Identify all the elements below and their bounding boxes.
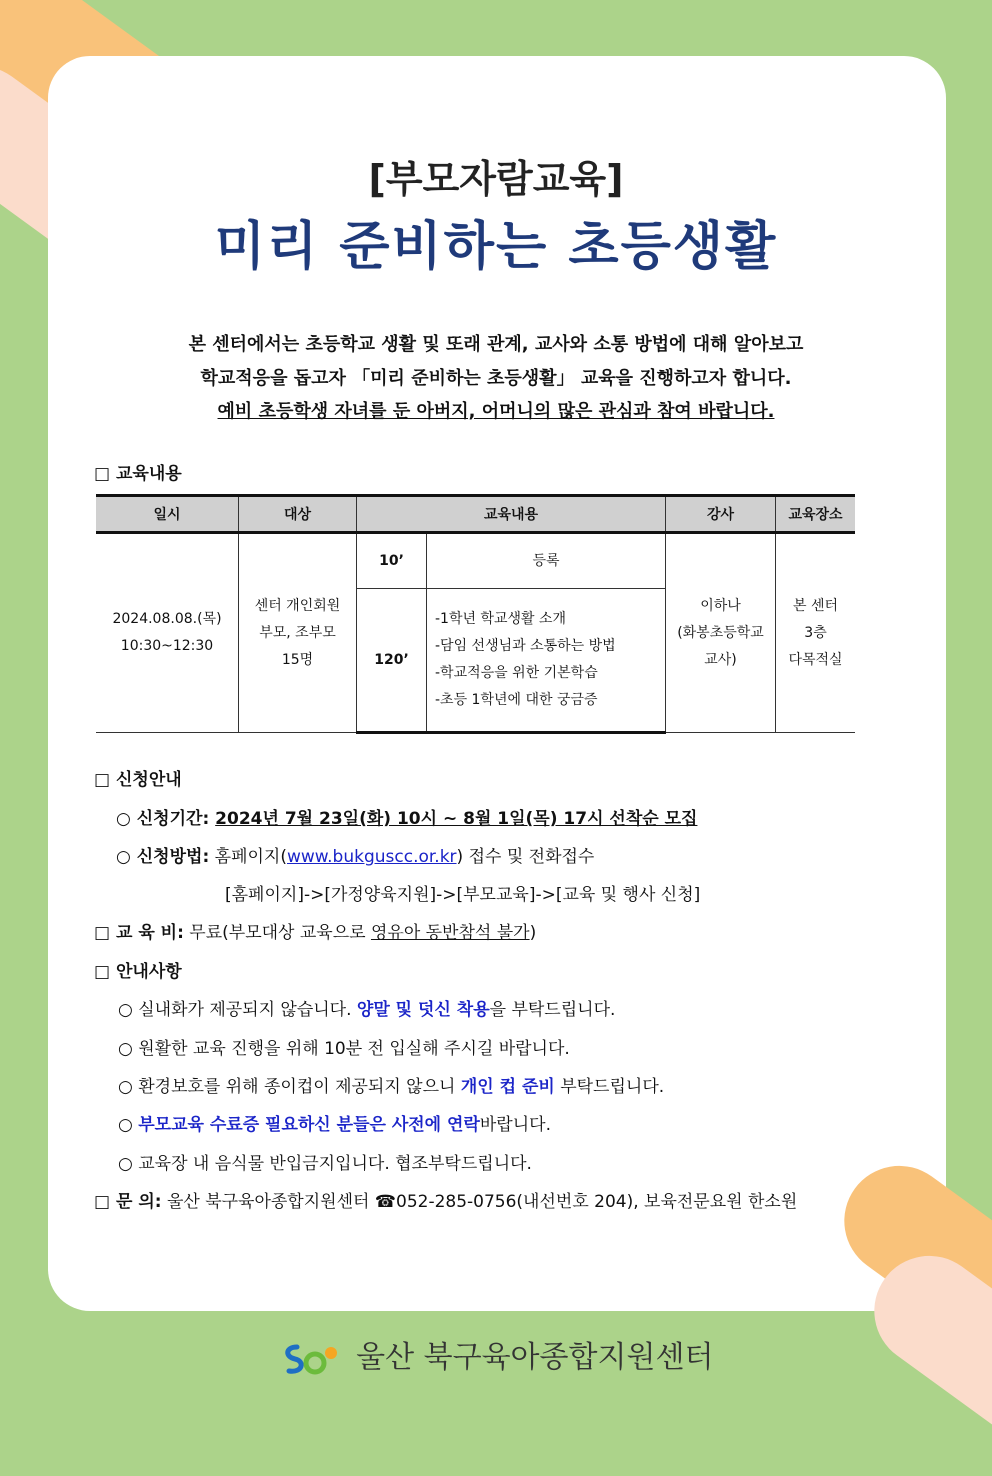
notice-5: ○ 교육장 내 음식물 반입금지입니다. 협조부탁드립니다. bbox=[118, 1154, 532, 1174]
intro-line-3: 예비 초등학생 자녀를 둔 아버지, 어머니의 많은 관심과 참여 바랍니다. bbox=[217, 401, 775, 422]
cell-date: 2024.08.08.(목) 10:30~12:30 bbox=[96, 533, 239, 733]
notice-2: ○ 원활한 교육 진행을 위해 10분 전 입실해 주시길 바랍니다. bbox=[118, 1039, 570, 1059]
cell-item-list: -1학년 학교생활 소개 -담임 선생님과 소통하는 방법 -학교적응을 위한 기본학습 -초등 1학년에 대한 궁금증 bbox=[427, 589, 666, 733]
cell-place: 본 센터 3층 다목적실 bbox=[776, 533, 856, 733]
apply-period: ○ 신청기간: 2024년 7월 23일(화) 10시 ~ 8월 1일(목) 17시 선착순 모집 bbox=[116, 809, 698, 829]
header-instructor: 강사 bbox=[666, 496, 776, 533]
section-notice: □ 안내사항 bbox=[94, 962, 182, 982]
center-logo-icon bbox=[279, 1341, 339, 1377]
header-target: 대상 bbox=[239, 496, 357, 533]
intro-line-1: 본 센터에서는 초등학교 생활 및 또래 관계, 교사와 소통 방법에 대해 알아보고 bbox=[188, 334, 804, 355]
poster-title: [부모자람교육] bbox=[368, 157, 624, 201]
section-education-content: □ 교육내용 bbox=[94, 464, 182, 484]
poster-subtitle: 미리 준비하는 초등생활 bbox=[214, 217, 778, 277]
education-table bbox=[96, 494, 855, 734]
apply-method: ○ 신청방법: 홈페이지(www.bukguscc.or.kr) 접수 및 전화접수 bbox=[116, 847, 595, 867]
cell-target: 센터 개인회원 부모, 조부모 15명 bbox=[239, 533, 357, 733]
cell-duration-2: 120’ bbox=[357, 589, 427, 733]
header-place: 교육장소 bbox=[776, 496, 856, 533]
homepage-link[interactable]: www.bukguscc.or.kr bbox=[286, 847, 457, 867]
cell-item-registration: 등록 bbox=[427, 533, 666, 589]
notice-3: ○ 환경보호를 위해 종이컵이 제공되지 않으니 개인 컵 준비 부탁드립니다. bbox=[118, 1077, 665, 1097]
notice-1: ○ 실내화가 제공되지 않습니다. 양말 및 덧신 착용을 부탁드립니다. bbox=[118, 1000, 616, 1020]
contact-line: □ 문 의: 울산 북구육아종합지원센터 ☎052-285-0756(내선번호 204), 보육전문요원 한소원 bbox=[94, 1192, 798, 1212]
cell-instructor: 이하나 (화봉초등학교 교사) bbox=[666, 533, 776, 733]
fee-line: □ 교 육 비: 무료(부모대상 교육으로 영유아 동반참석 불가) bbox=[94, 923, 537, 943]
notice-4: ○ 부모교육 수료증 필요하신 분들은 사전에 연락바랍니다. bbox=[118, 1115, 551, 1135]
header-content: 교육내용 bbox=[357, 496, 666, 533]
footer-organization: 울산 북구육아종합지원센터 bbox=[0, 1332, 992, 1377]
header-date: 일시 bbox=[96, 496, 239, 533]
cell-duration-1: 10’ bbox=[357, 533, 427, 589]
intro-line-2: 학교적응을 돕고자 「미리 준비하는 초등생활」 교육을 진행하고자 합니다. bbox=[200, 368, 792, 389]
section-apply: □ 신청안내 bbox=[94, 770, 182, 790]
apply-path: [홈페이지]->[가정양육지원]->[부모교육]->[교육 및 행사 신청] bbox=[225, 885, 701, 905]
